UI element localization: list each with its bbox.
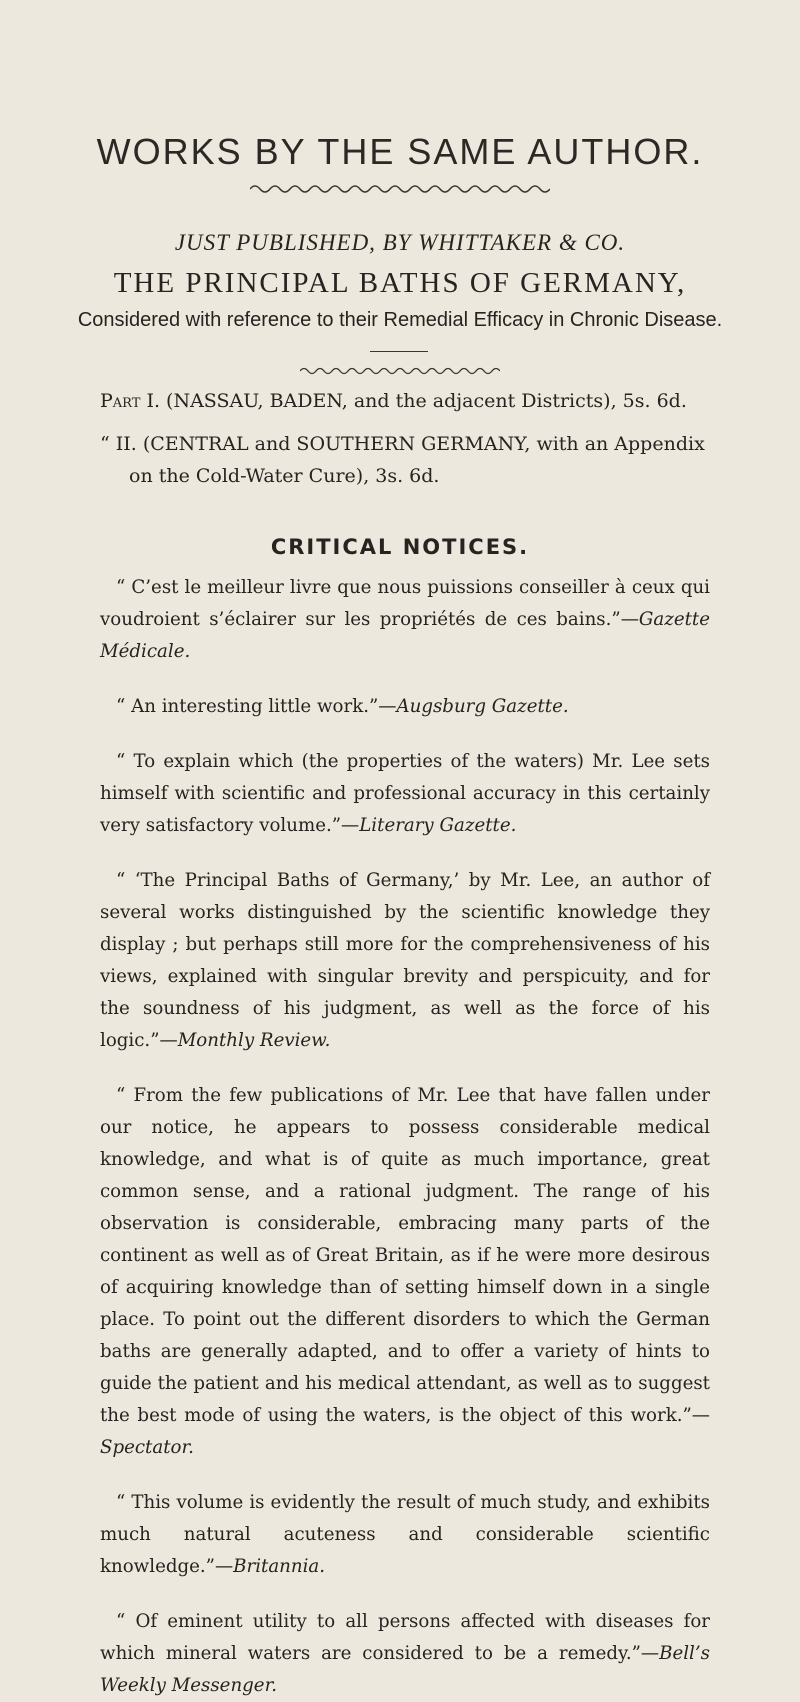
- book-subtitle: Considered with reference to their Remedial Efficacy in Chronic Disease.: [77, 309, 723, 331]
- notice-literary-gazette: [100, 746, 710, 842]
- notice-augsburg-gazette: [100, 691, 710, 723]
- short-rule: [370, 351, 428, 352]
- notice-quote: “ Of eminent utility to all persons affected with diseases for which mineral waters are considered to be a remedy.”—: [100, 1611, 710, 1664]
- notice-quote: “ C’est le meilleur livre que nous puissions conseiller à ceux qui voudroient s’éclairer sur les propriétés de ces bains.”—: [100, 577, 710, 630]
- notice-quote: “ To explain which (the properties of the waters) Mr. Lee sets himself with scientific and professional accuracy in this certainly very satisfactory volume.”—: [100, 751, 710, 836]
- notice-bells-weekly-messenger: [100, 1606, 710, 1702]
- notice-source: Gazette Médicale.: [100, 609, 710, 662]
- publisher-line: JUST PUBLISHED, BY WHITTAKER & CO.: [174, 230, 626, 255]
- notice-source: Britannia.: [233, 1556, 326, 1577]
- part-two-continuation: on the Cold-Water Cure), 3s. 6d.: [129, 465, 440, 487]
- notice-source: Spectator.: [100, 1437, 194, 1458]
- part-one-label: Part I.: [100, 390, 160, 412]
- notice-quote: “ From the few publications of Mr. Lee that have fallen under our notice, he appears to possess considerable medical knowledge, and what is of quite as much importance, great common sense, and a rational judgment. The range of his observation is considerable, embracing many parts of the continent as well as of Great Britain, as if he were more desirous of acquiring knowledge than of setting himself down in a single place. To point out the different disorders to which the German baths are generally adapted, and to offer a variety of hints to guide the patient and his medical attendant, as well as to suggest the best mode of using the waters, is the object of this work.”—: [100, 1085, 710, 1426]
- wavy-divider-top: [250, 183, 550, 195]
- part-one-text: (NASSAU, BADEN, and the adjacent Districts), 5s. 6d.: [166, 390, 687, 412]
- notice-quote: “ This volume is evidently the result of much study, and exhibits much natural acuteness and considerable scientific knowledge.”—: [100, 1492, 710, 1577]
- notice-britannia: [100, 1487, 710, 1583]
- notice-quote: “ ‘The Principal Baths of Germany,’ by Mr. Lee, an author of several works distinguished by the scientific knowledge they display ; but perhaps still more for the comprehensiveness of his views, explained with singular brevity and perspicuity, and for the soundness of his judgment, as well as the force of his logic.”—: [100, 870, 710, 1051]
- notice-source: Monthly Review.: [177, 1030, 331, 1051]
- notice-source: Literary Gazette.: [359, 815, 517, 836]
- critical-notices-heading: CRITICAL NOTICES.: [270, 535, 530, 559]
- wavy-divider-middle: [300, 366, 500, 376]
- part-two-text: (CENTRAL and SOUTHERN GERMANY, with an Appendix: [142, 433, 705, 455]
- notice-source: Augsburg Gazette.: [396, 696, 569, 717]
- page-heading: WORKS BY THE SAME AUTHOR.: [96, 131, 704, 172]
- part-two-line: [100, 433, 760, 455]
- part-two-label: “ II.: [100, 433, 137, 455]
- notice-quote: “ An interesting little work.”—: [116, 696, 397, 717]
- notice-monthly-review: [100, 865, 710, 1057]
- notice-source: Bell’s Weekly Messenger.: [100, 1643, 710, 1696]
- part-one-line: [100, 390, 760, 412]
- notice-gazette-medicale: [100, 572, 710, 668]
- notice-spectator: [100, 1080, 710, 1464]
- book-title: THE PRINCIPAL BATHS OF GERMANY,: [113, 267, 687, 299]
